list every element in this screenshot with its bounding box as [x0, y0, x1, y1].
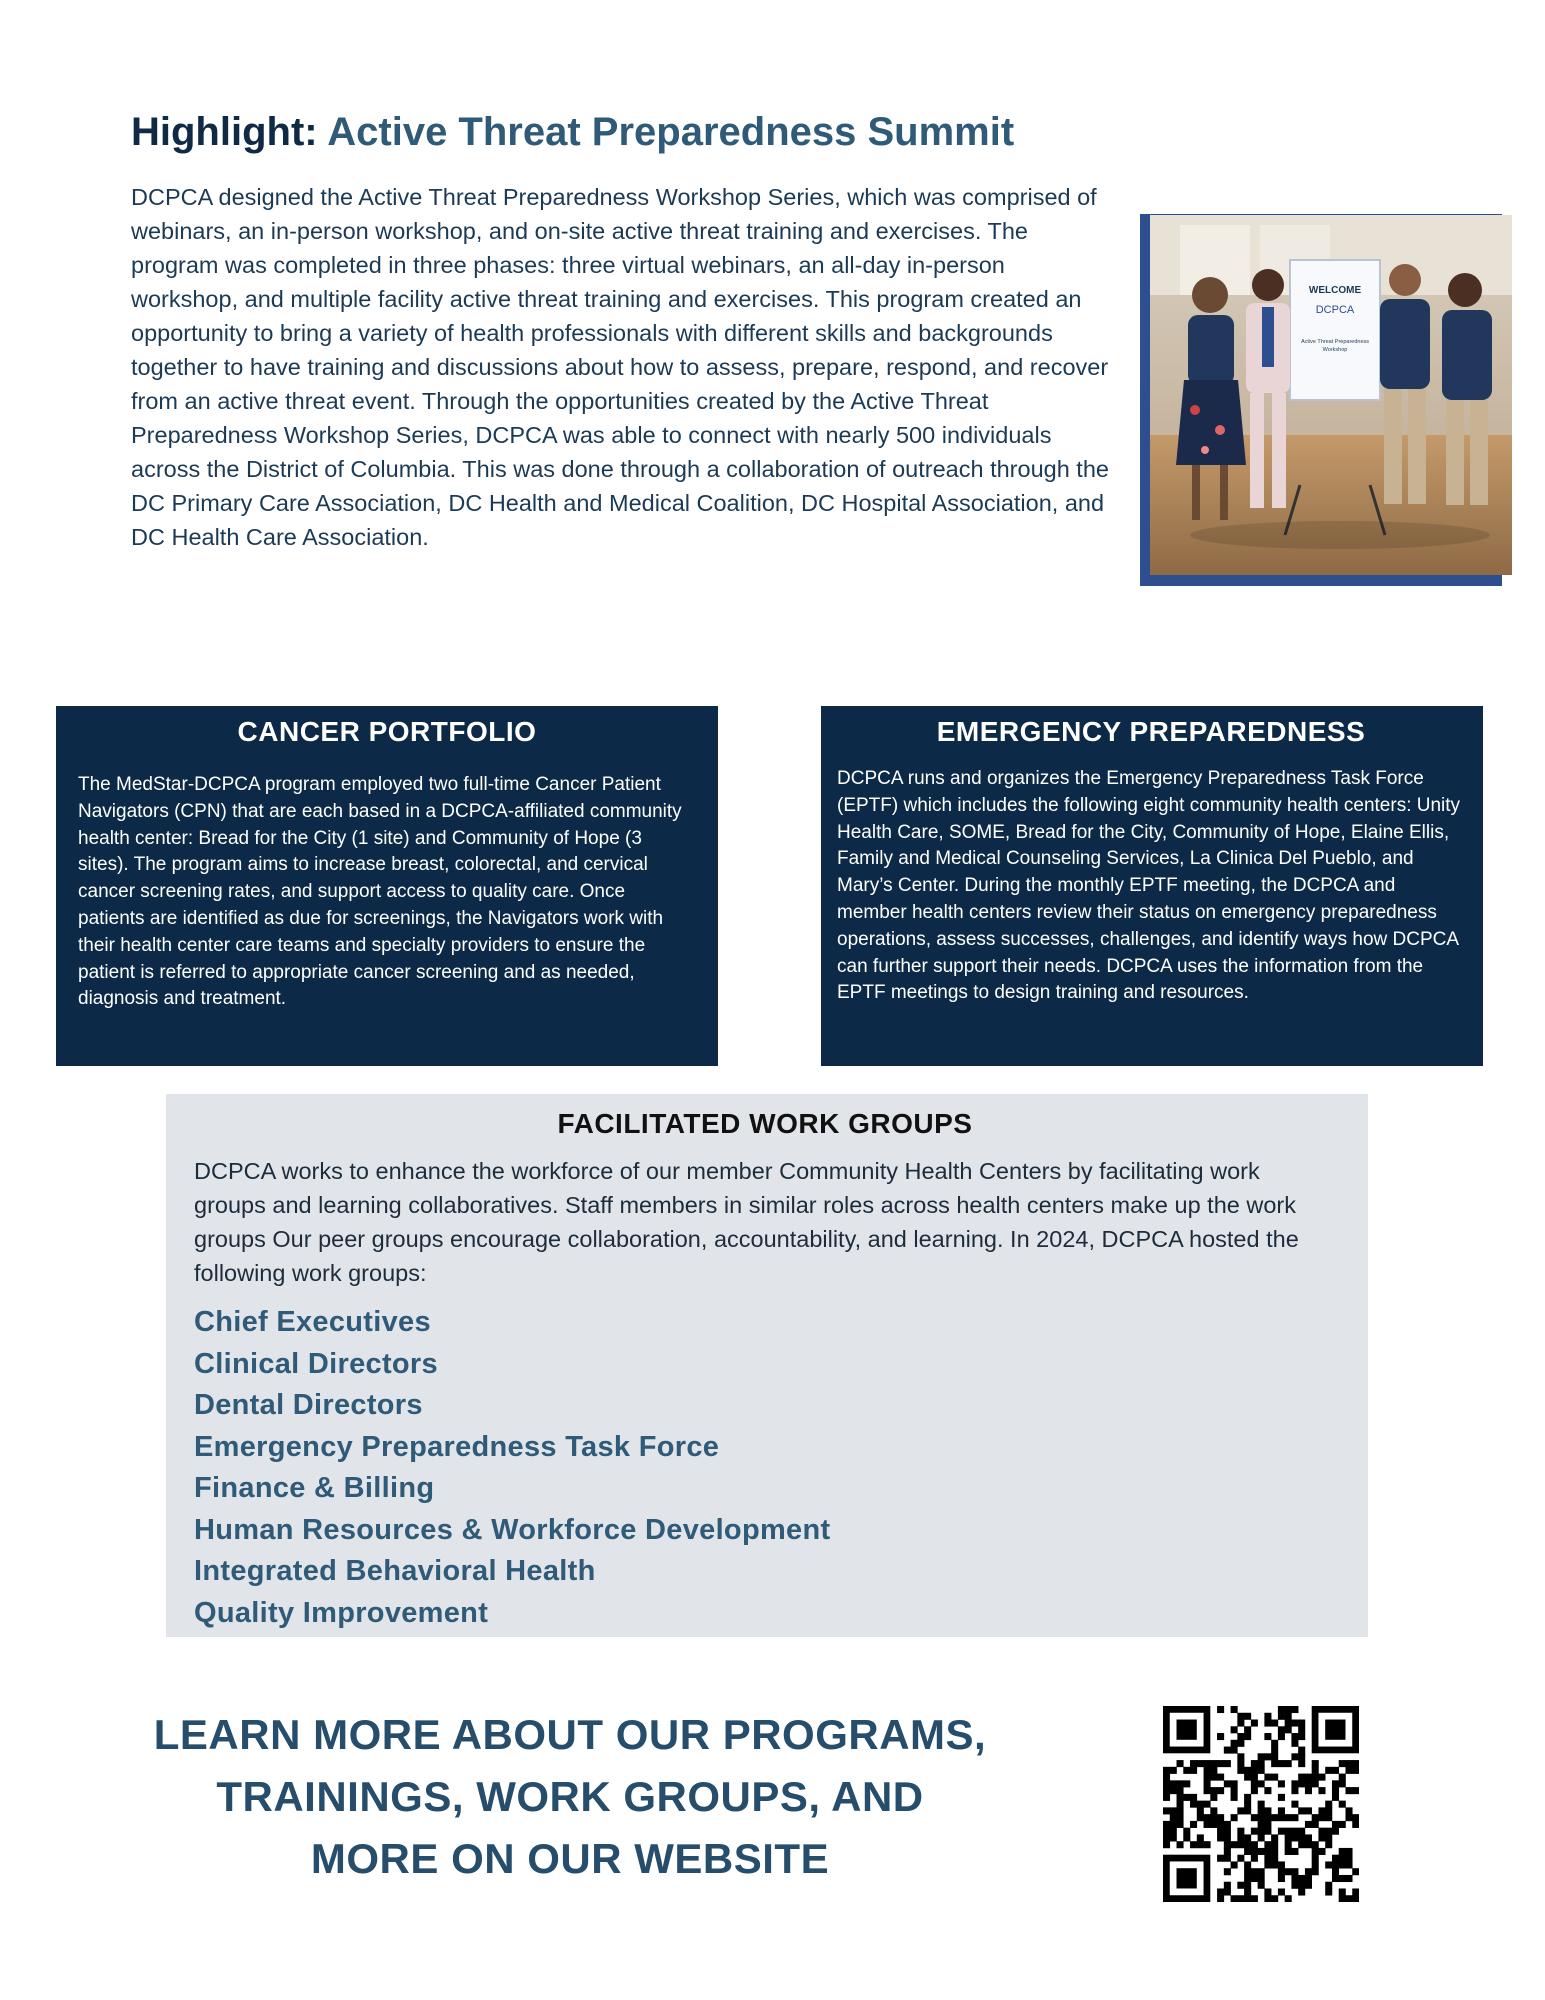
- highlight-title-lead: Highlight:: [131, 110, 318, 154]
- work-group-item: Integrated Behavioral Health: [194, 1555, 596, 1587]
- work-group-item: Quality Improvement: [194, 1596, 489, 1629]
- work-group-item: Dental Directors: [194, 1389, 423, 1421]
- work-group-item: Emergency Preparedness Task Force: [194, 1430, 720, 1463]
- cancer-portfolio-title: CANCER PORTFOLIO: [237, 716, 537, 747]
- cta-line-2: TRAININGS, WORK GROUPS, AND: [216, 1773, 924, 1820]
- website-qr-code[interactable]: [1163, 1706, 1359, 1902]
- cta-line-3: MORE ON OUR WEBSITE: [310, 1835, 830, 1882]
- work-group-item: Finance & Billing: [194, 1472, 435, 1504]
- cancer-portfolio-body: The MedStar-DCPCA program employed two full-time Cancer Patient Navigators (CPN) that are each based in a DCPCA-affiliated community health center: Bread for the City (1 site) and Community of Hope (3 sites). The program aims to increase breast, colorectal, and cervical cancer screening rates, and support access to quality care. Once patients are identified as due for screenings, the Navigators work with their health center care teams and specialty providers to ensure the patient is referred to appropriate cancer screening and as needed, diagnosis and treatment.: [78, 774, 682, 1010]
- work-group-item: Clinical Directors: [194, 1347, 438, 1380]
- work-groups-panel: [166, 1094, 1368, 1637]
- event-photo: [1150, 215, 1512, 575]
- highlight-title-rest: Active Threat Preparedness Summit: [327, 110, 1015, 154]
- sign-line2-text: Workshop: [1322, 347, 1348, 353]
- cta-line-1: LEARN MORE ABOUT OUR PROGRAMS,: [153, 1711, 987, 1758]
- work-groups-title: FACILITATED WORK GROUPS: [557, 1108, 973, 1139]
- highlight-title: [131, 108, 1131, 156]
- sign-welcome-text: WELCOME: [1308, 285, 1362, 296]
- cancer-portfolio-panel: [56, 706, 718, 1066]
- emergency-preparedness-body: DCPCA runs and organizes the Emergency Preparedness Task Force (EPTF) which includes the following eight community health centers: Unity Health Care, SOME, Bread for the City, Community of Hope, Elaine Ellis, Family and Medical Counseling Services, La Clinica Del Pueblo, and Mary’s Center. During the monthly EPTF meeting, the DCPCA and member health centers review their status on emergency preparedness operations, assess successes, challenges, and identify ways how DCPCA can further support their needs. DCPCA uses the information from the EPTF meetings to design training and resources.: [837, 768, 1461, 1004]
- work-group-item: Chief Executives: [194, 1306, 431, 1338]
- emergency-preparedness-title: EMERGENCY PREPAREDNESS: [936, 716, 1366, 747]
- work-groups-list: [194, 1302, 1336, 1634]
- work-groups-body: DCPCA works to enhance the workforce of our member Community Health Centers by facilitating work groups and learning collaboratives. Staff members in similar roles across health centers make up the work groups Our peer groups encourage collaboration, accountability, and learning. In 2024, DCPCA hosted the following work groups:: [194, 1158, 1299, 1286]
- work-group-item: Human Resources & Workforce Development: [194, 1513, 831, 1546]
- sign-logo-text: DCPCA: [1315, 304, 1355, 316]
- emergency-preparedness-panel: [821, 706, 1483, 1066]
- event-photo-illustration: [1150, 215, 1512, 575]
- sign-line1-text: Active Threat Preparedness: [1300, 339, 1370, 345]
- cta-heading: [100, 1704, 1040, 1890]
- highlight-body: DCPCA designed the Active Threat Preparedness Workshop Series, which was comprised of webinars, an in-person workshop, and on-site active threat training and exercises. The program was completed in three phases: three virtual webinars, an all-day in-person workshop, and multiple facility active threat training and exercises. This program created an opportunity to bring a variety of health professionals with different skills and backgrounds together to have training and discussions about how to assess, prepare, respond, and recover from an active threat event. Through the opportunities created by the Active Threat Preparedness Workshop Series, DCPCA was able to connect with nearly 500 individuals across the District of Columbia. This was done through a collaboration of outreach through the DC Primary Care Association, DC Health and Medical Coalition, DC Hospital Association, and DC Health Care Association.: [131, 184, 1109, 550]
- qr-code-icon: [1163, 1706, 1359, 1902]
